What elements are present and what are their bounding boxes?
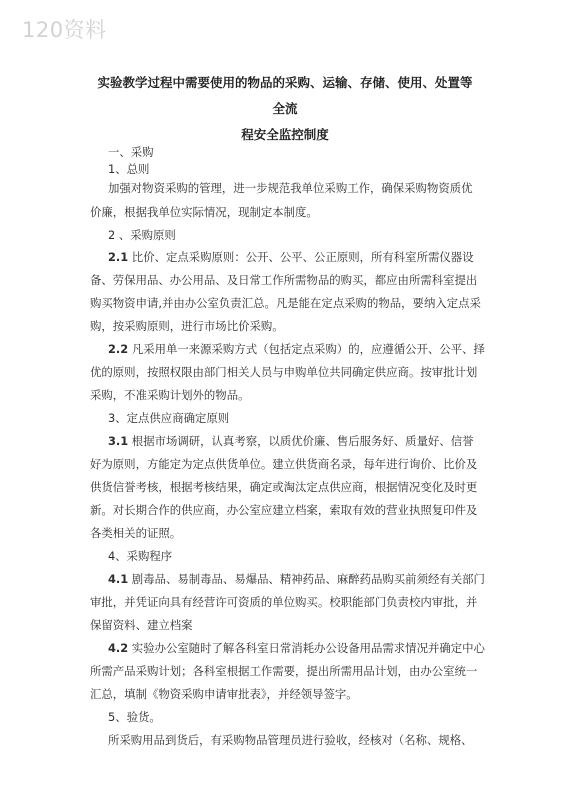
clause-line: 4.2 实验办公室随时了解各科室日常消耗办公设备用品需求情况并确定中心: [108, 641, 485, 655]
title-line-1: 实验教学过程中需要使用的物品的采购、运输、存储、使用、处置等全流: [97, 75, 473, 116]
clause-number: 2.2: [108, 342, 129, 356]
subsection-heading-general: 1、总则: [108, 162, 150, 176]
clause-line: 3.1 根据市场调研，认真考察，以质优价廉、售后服务好、质量好、信誉: [108, 434, 474, 448]
clause-line: 购，按采购原则，进行市场比价采购。: [90, 319, 284, 333]
clause-line: 采购，不准采购计划外的物品。: [90, 388, 250, 402]
clause-line: 好为原则，方能定为定点供货单位。建立供货商名录，每年进行询价、比价及: [90, 457, 478, 471]
clause-line: 优的原则，按照权限由部门相关人员与申购单位共同确定供应商。按审批计划: [90, 365, 478, 379]
clause-line: 审批，并凭证向具有经营许可资质的单位购买。校职能部门负责校内审批，并: [90, 595, 478, 609]
clause-line: 4.1 剧毒品、易制毒品、易爆品、精神药品、麻醉药品购买前须经有关部门: [108, 572, 485, 586]
clause-line: 汇总，填制《物资采购申请审批表》，并经领导签字。: [90, 687, 358, 701]
watermark-logo: 120资料: [22, 18, 107, 42]
clause-line: 备、劳保用品、办公用品、及日常工作所需物品的购买，都应由所需科室提出: [90, 273, 478, 287]
subsection-heading-inspection: 5、验货。: [108, 710, 161, 724]
clause-number: 2.1: [108, 250, 129, 264]
paragraph-line: 所采购用品到货后，有采购物品管理员进行验收，经核对（名称、规格、: [108, 733, 473, 747]
paragraph-line: 价廉，根据我单位实际情况，现制定本制度。: [90, 205, 318, 219]
clause-line: 所需产品采购计划；各科室根据工作需要，提出所需用品计划，由办公室统一: [90, 664, 478, 678]
section-heading-purchase: 一、采购: [108, 145, 154, 159]
clause-line: 保留资料、建立档案: [90, 618, 193, 632]
clause-line: 2.2 凡采用单一来源采购方式（包括定点采购）的，应遵循公开、公平、择: [108, 342, 485, 356]
paragraph-line: 加强对物资采购的管理，进一步规范我单位采购工作，确保采购物资质优: [108, 181, 473, 195]
clause-line: 2.1 比价、定点采购原则：公开、公平、公正原则，所有科室所需仪器设: [108, 250, 474, 264]
clause-line: 新。对长期合作的供应商，办公室应建立档案，索取有效的营业执照复印件及: [90, 503, 478, 517]
clause-number: 4.2: [108, 641, 129, 655]
clause-line: 购买物资申请,并由办公室负责汇总。凡是能在定点采购的物品，要纳入定点采: [90, 296, 481, 310]
subsection-heading-principles: 2 、采购原则: [108, 228, 176, 242]
document-title: [95, 70, 475, 148]
clause-number: 4.1: [108, 572, 129, 586]
clause-line: 各类相关的证照。: [90, 526, 182, 540]
clause-number: 3.1: [108, 434, 129, 448]
subsection-heading-supplier: 3、定点供应商确定原则: [108, 411, 230, 425]
title-line-2: 程安全监控制度: [241, 127, 329, 142]
clause-line: 供货信誉考核，根据考核结果，确定或淘汰定点供应商，根据情况变化及时更: [90, 480, 478, 494]
subsection-heading-procedure: 4、采购程序: [108, 549, 173, 563]
